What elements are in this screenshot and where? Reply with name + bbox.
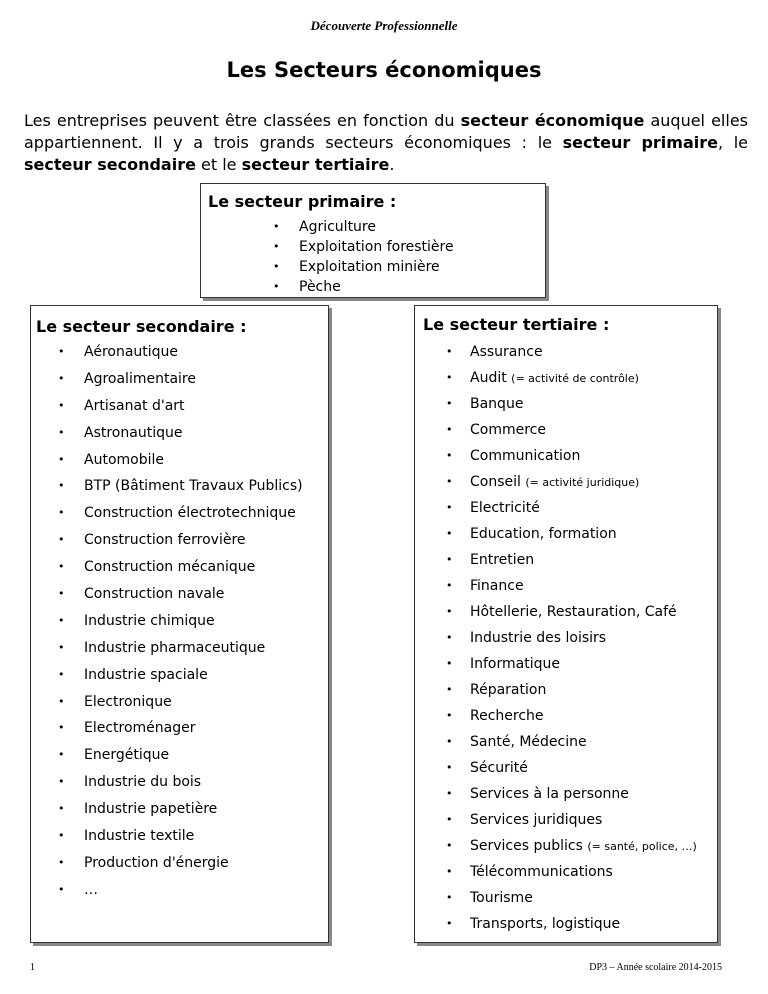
list-item — [446, 836, 697, 862]
list-item-label: Electroménager — [84, 720, 196, 737]
bullet-icon: • — [58, 371, 65, 385]
list-item-label: Aéronautique — [84, 344, 179, 360]
bullet-icon: • — [273, 220, 280, 233]
list-item — [58, 718, 303, 745]
list-item-label: Agriculture — [299, 219, 376, 235]
intro-bold-secteur: secteur économique — [460, 111, 645, 130]
intro-text: et le — [195, 155, 242, 174]
bullet-icon: • — [58, 721, 65, 735]
list-item-label: Exploitation forestière — [299, 239, 454, 255]
bullet-icon: • — [58, 587, 65, 601]
list-item — [58, 772, 303, 799]
primary-sector-title: Le secteur primaire : — [208, 192, 397, 211]
primary-sector-list — [273, 217, 454, 297]
list-item-label: Industrie du bois — [84, 774, 202, 791]
list-item-label: Réparation — [470, 682, 547, 698]
list-item — [273, 217, 454, 237]
bullet-icon: • — [446, 475, 453, 488]
bullet-icon: • — [446, 891, 453, 904]
list-item — [446, 420, 697, 446]
list-item — [58, 853, 303, 880]
list-item — [58, 638, 303, 665]
bullet-icon: • — [446, 553, 453, 566]
list-item-label: Industrie textile — [84, 828, 195, 845]
page-title: Les Secteurs économiques — [226, 58, 542, 82]
bullet-icon: • — [58, 479, 65, 493]
list-item-label: BTP (Bâtiment Travaux Publics) — [84, 478, 303, 495]
intro-bold-tertiaire: secteur tertiaire — [241, 155, 390, 174]
bullet-icon: • — [58, 398, 65, 412]
bullet-icon: • — [446, 631, 453, 644]
list-item — [446, 342, 697, 368]
bullet-icon: • — [446, 345, 453, 358]
intro-text: Les entreprises peuvent être classées en fonction du — [24, 111, 461, 130]
bullet-icon: • — [58, 855, 65, 869]
list-item-label: Construction électrotechnique — [84, 505, 296, 522]
list-item-label: Finance — [470, 578, 524, 594]
bullet-icon: • — [446, 839, 453, 852]
list-item-label: Hôtellerie, Restauration, Café — [470, 604, 677, 620]
list-item-label: Pèche — [299, 279, 341, 295]
bullet-icon: • — [446, 917, 453, 930]
list-item — [273, 257, 454, 277]
list-item-label: Agroalimentaire — [84, 370, 196, 387]
list-item-label: Banque — [470, 396, 524, 412]
list-item-label: Services juridiques — [470, 812, 603, 828]
bullet-icon: • — [273, 280, 280, 293]
tertiary-sector-list — [446, 342, 697, 940]
list-item — [446, 706, 697, 732]
secondary-sector-title: Le secteur secondaire : — [36, 317, 247, 336]
list-item-label: Electronique — [84, 693, 172, 710]
list-item-label: Exploitation minière — [299, 259, 440, 275]
list-item-label: Industrie des loisirs — [470, 630, 607, 646]
list-item-label: Communication — [470, 448, 581, 464]
bullet-icon: • — [446, 397, 453, 410]
bullet-icon: • — [58, 452, 65, 466]
list-item — [58, 611, 303, 638]
footer-school-year: DP3 – Année scolaire 2014-2015 — [589, 962, 722, 973]
list-item — [273, 237, 454, 257]
bullet-icon: • — [58, 667, 65, 681]
list-item — [58, 692, 303, 719]
list-item — [58, 342, 303, 369]
list-item — [446, 446, 697, 472]
page-header: Découverte Professionnelle — [310, 18, 458, 33]
intro-text: , le — [717, 133, 749, 152]
intro-text: auquel elles appartiennent. Il y a trois grands secteurs économiques : le — [24, 111, 749, 152]
list-item-label: Construction mécanique — [84, 559, 256, 576]
list-item — [446, 628, 697, 654]
bullet-icon: • — [446, 371, 453, 384]
tertiary-sector-box — [414, 305, 718, 943]
list-item — [58, 557, 303, 584]
list-item — [58, 584, 303, 611]
bullet-icon: • — [58, 640, 65, 654]
list-item-label: Energétique — [84, 747, 170, 764]
list-item-label: Automobile — [84, 451, 164, 468]
list-item-label: Tourisme — [470, 890, 533, 906]
list-item — [446, 394, 697, 420]
bullet-icon: • — [58, 775, 65, 789]
list-item — [446, 654, 697, 680]
list-item — [58, 665, 303, 692]
list-item — [58, 369, 303, 396]
secondary-sector-list — [58, 342, 303, 907]
list-item — [58, 799, 303, 826]
list-item — [446, 550, 697, 576]
list-item-label: Audit — [470, 370, 507, 386]
list-item-label: Informatique — [470, 656, 560, 672]
bullet-icon: • — [58, 506, 65, 520]
bullet-icon: • — [58, 425, 65, 439]
intro-text: . — [389, 155, 395, 174]
list-item — [58, 450, 303, 477]
list-item-label: Télécommunications — [470, 864, 613, 880]
list-item-label: Sécurité — [470, 760, 528, 776]
bullet-icon: • — [446, 761, 453, 774]
bullet-icon: • — [273, 260, 280, 273]
list-item-label: Services à la personne — [470, 786, 629, 802]
list-item-label: Entretien — [470, 552, 535, 568]
list-item — [446, 472, 697, 498]
secondary-sector-box — [30, 305, 329, 943]
list-item-label: Astronautique — [84, 424, 183, 441]
list-item-label: … — [84, 881, 98, 898]
bullet-icon: • — [58, 613, 65, 627]
intro-paragraph — [24, 110, 748, 176]
list-item-label: Industrie spaciale — [84, 666, 208, 683]
list-item-label: Santé, Médecine — [470, 734, 587, 750]
bullet-icon: • — [446, 501, 453, 514]
page-number: 1 — [30, 962, 35, 973]
primary-sector-box — [200, 183, 546, 298]
bullet-icon: • — [446, 527, 453, 540]
list-item — [58, 503, 303, 530]
list-item — [58, 396, 303, 423]
bullet-icon: • — [58, 694, 65, 708]
list-item — [446, 914, 697, 940]
bullet-icon: • — [446, 735, 453, 748]
list-item-label: Education, formation — [470, 526, 617, 542]
list-item-label: Electricité — [470, 500, 540, 516]
bullet-icon: • — [446, 813, 453, 826]
list-item — [58, 826, 303, 853]
bullet-icon: • — [58, 560, 65, 574]
list-item — [446, 680, 697, 706]
bullet-icon: • — [446, 423, 453, 436]
bullet-icon: • — [446, 787, 453, 800]
intro-bold-primaire: secteur primaire — [562, 133, 718, 152]
list-item-label: Transports, logistique — [470, 916, 621, 932]
intro-bold-secondaire: secteur secondaire — [24, 155, 196, 174]
bullet-icon: • — [58, 748, 65, 762]
list-item — [446, 368, 697, 394]
list-item-label: Industrie pharmaceutique — [84, 639, 266, 656]
bullet-icon: • — [58, 802, 65, 816]
bullet-icon: • — [58, 882, 65, 896]
list-item-label: Artisanat d'art — [84, 397, 185, 414]
list-item-label: Conseil — [470, 474, 521, 490]
list-item — [58, 530, 303, 557]
bullet-icon: • — [446, 865, 453, 878]
list-item-label: Industrie chimique — [84, 612, 215, 629]
bullet-icon: • — [58, 345, 65, 358]
bullet-icon: • — [446, 683, 453, 696]
list-item-note: (= activité juridique) — [525, 476, 640, 489]
list-item-label: Production d'énergie — [84, 854, 229, 871]
list-item — [446, 888, 697, 914]
list-item — [446, 862, 697, 888]
bullet-icon: • — [446, 449, 453, 462]
list-item — [446, 602, 697, 628]
list-item — [58, 745, 303, 772]
list-item — [446, 758, 697, 784]
bullet-icon: • — [446, 709, 453, 722]
list-item — [446, 576, 697, 602]
bullet-icon: • — [446, 579, 453, 592]
list-item — [446, 732, 697, 758]
list-item-label: Assurance — [470, 344, 543, 360]
tertiary-sector-title: Le secteur tertiaire : — [423, 315, 610, 334]
list-item-label: Services publics — [470, 838, 583, 854]
list-item-note: (= santé, police, …) — [587, 840, 697, 853]
list-item-label: Construction ferrovière — [84, 532, 246, 549]
bullet-icon: • — [58, 533, 65, 547]
list-item-label: Recherche — [470, 708, 544, 724]
list-item — [446, 784, 697, 810]
list-item — [446, 810, 697, 836]
list-item-label: Industrie papetière — [84, 801, 218, 818]
list-item — [446, 498, 697, 524]
bullet-icon: • — [273, 240, 280, 253]
list-item — [446, 524, 697, 550]
bullet-icon: • — [58, 829, 65, 843]
list-item-label: Construction navale — [84, 586, 225, 603]
list-item — [58, 476, 303, 503]
list-item-note: (= activité de contrôle) — [511, 372, 639, 385]
bullet-icon: • — [446, 657, 453, 670]
list-item — [273, 277, 454, 297]
bullet-icon: • — [446, 605, 453, 618]
list-item — [58, 880, 303, 907]
list-item — [58, 423, 303, 450]
list-item-label: Commerce — [470, 422, 546, 438]
